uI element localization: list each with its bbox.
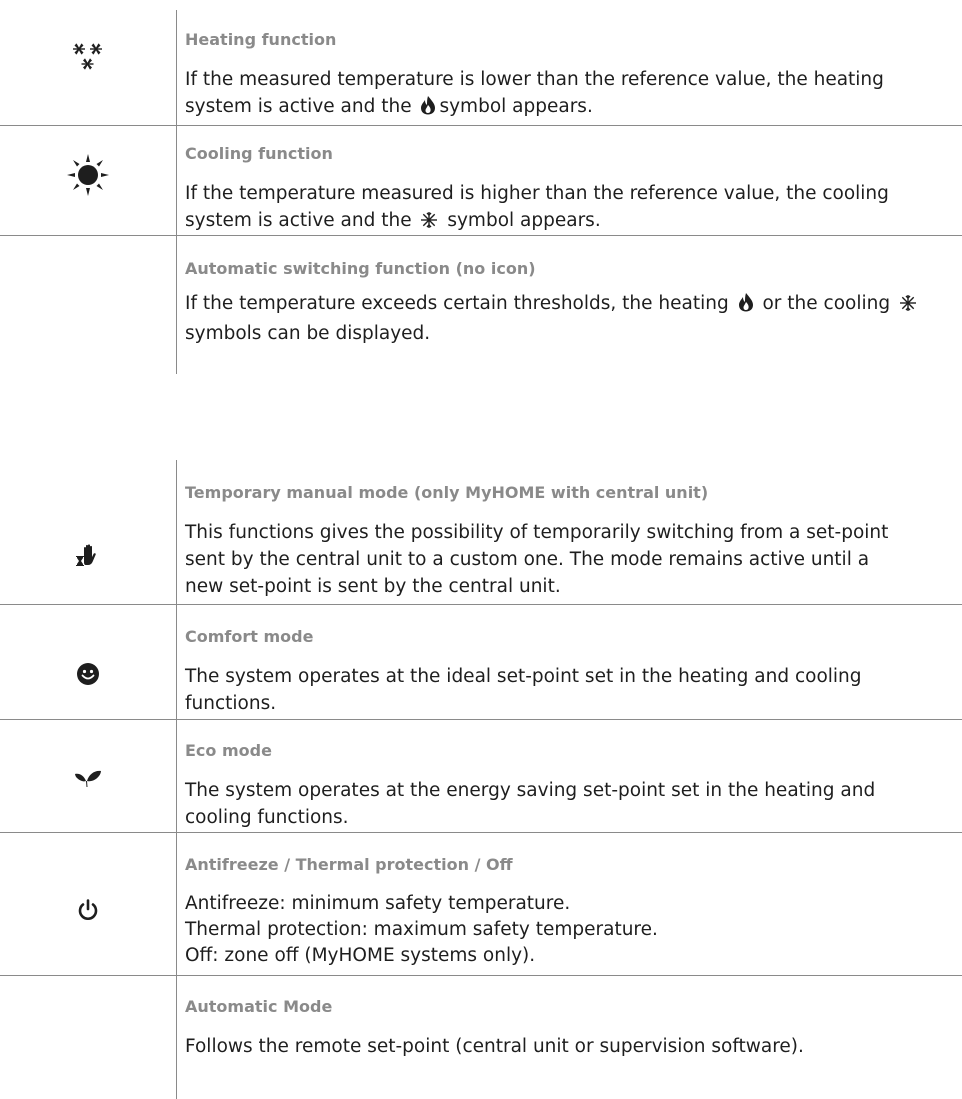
comfort-mode-text: The system operates at the ideal set-point set in the heating and cooling functions. xyxy=(185,666,862,714)
leaf-icon xyxy=(56,768,120,792)
row-divider xyxy=(0,832,962,833)
cooling-function-title: Cooling function xyxy=(185,144,333,163)
eco-mode-title: Eco mode xyxy=(185,741,272,760)
row-divider xyxy=(0,604,962,605)
heating-function-title: Heating function xyxy=(185,30,337,49)
temporary-manual-title: Temporary manual mode (only MyHOME with central unit) xyxy=(185,483,709,502)
antifreeze-title: Antifreeze / Thermal protection / Off xyxy=(185,855,513,874)
automatic-mode-title: Automatic Mode xyxy=(185,997,333,1016)
cooling-function-text: If the temperature measured is higher than the reference value, the cooling system is active and the symbol appears. xyxy=(185,180,945,237)
heating-function-text: If the measured temperature is lower than the reference value, the heating system is active and the symbol appears. xyxy=(185,66,945,123)
automatic-mode-text: Follows the remote set-point (central unit or supervision software). xyxy=(185,1036,804,1057)
eco-mode-text: The system operates at the energy saving set-point set in the heating and cooling functions. xyxy=(185,780,876,828)
row-divider xyxy=(0,975,962,976)
comfort-mode-title: Comfort mode xyxy=(185,627,314,646)
row-divider xyxy=(0,719,962,720)
automatic-switching-text: If the temperature exceeds certain thresholds, the heating or the cooling symbols can be displayed. xyxy=(185,290,945,347)
antifreeze-text: Antifreeze: minimum safety temperature. Thermal protection: maximum safety temperature. Off: zone off (MyHOME systems only). xyxy=(185,893,658,966)
hand-hourglass-icon xyxy=(56,542,120,572)
power-icon xyxy=(56,896,120,924)
temporary-manual-text: This functions gives the possibility of temporarily switching from a set-point sent by the central unit to a custom one. The mode remains active until a new set-point is sent by the central unit. xyxy=(185,522,889,597)
column-divider xyxy=(176,460,177,1099)
smiley-icon xyxy=(56,661,120,687)
automatic-switching-title: Automatic switching function (no icon) xyxy=(185,259,536,278)
